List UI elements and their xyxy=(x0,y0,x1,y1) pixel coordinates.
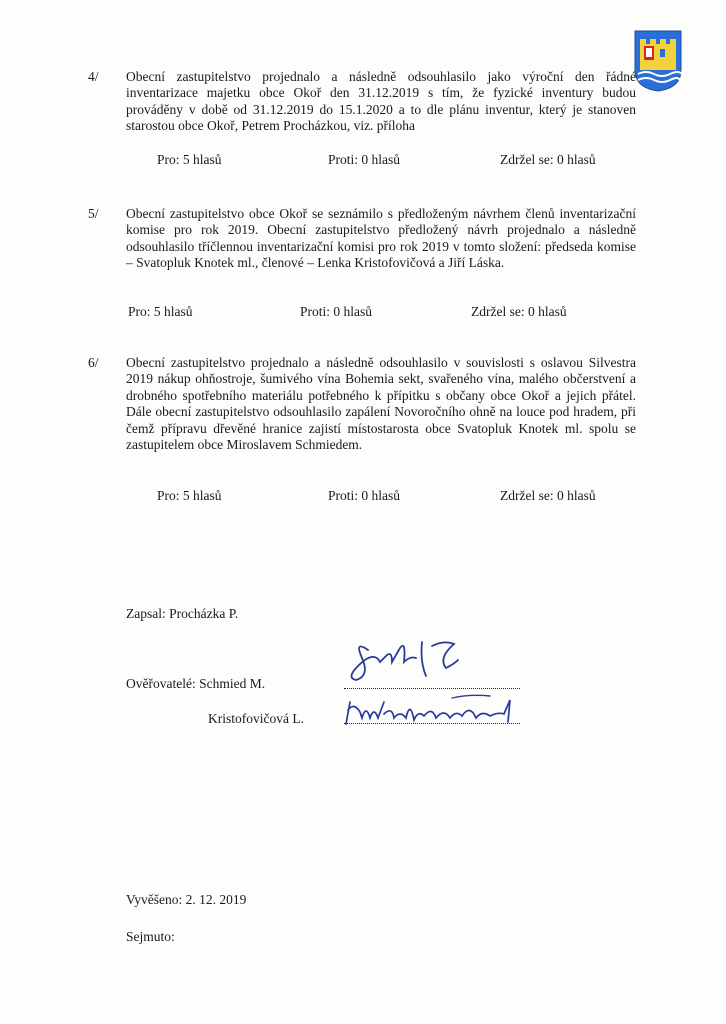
posted-date: Vyvěšeno: 2. 12. 2019 xyxy=(126,892,247,907)
vote-for: Pro: 5 hlasů xyxy=(157,488,222,503)
verifiers-label: Ověřovatelé: Schmied M. xyxy=(126,676,266,691)
item-number: 5/ xyxy=(88,206,99,221)
vote-abstain: Zdržel se: 0 hlasů xyxy=(500,488,596,503)
item-text: Obecní zastupitelstvo projednalo a následně odsouhlasilo jako výroční den řádné inventarizace majetku obce Okoř den 31.12.2019 s tím, že fyzické inventury budou prováděny v době od 31.12.2019 do 15.1.2020 a to dle plánu inventur, který je stanoven starostou obce Okoř, Petrem Procházkou, viz. příloha xyxy=(126,69,636,134)
item-number: 4/ xyxy=(88,69,99,84)
vote-abstain: Zdržel se: 0 hlasů xyxy=(471,304,567,319)
vote-for: Pro: 5 hlasů xyxy=(128,304,193,319)
item-text: Obecní zastupitelstvo projednalo a následně odsouhlasilo v souvislosti s oslavou Silvestra 2019 nákup ohňostroje, šumivého vína Bohemia sekt, svařeného vína, malého občerstvení a drobného spotřebního materiálu potřebného k přípitku s občany obce Okoř a jejich přátel. Dále obecní zastupitelstvo odsouhlasilo zapálení Novoročního ohně na louce pod hradem, při čemž přípravu dřevěné hranice zajistí místostarosta obce Svatopluk Knotek ml. spolu se zastupitelem obce Miroslavem Schmiedem. xyxy=(126,355,636,453)
verifier-name: Kristofovičová L. xyxy=(208,711,304,726)
vote-against: Proti: 0 hlasů xyxy=(328,488,401,503)
item-text: Obecní zastupitelstvo obce Okoř se seznámilo s předloženým návrhem členů inventarizační komise pro rok 2019. Obecní zastupitelstvo předložený návrh projednalo a následně odsouhlasilo tříčlennou inventarizační komisi pro rok 2019 v tomto složení: předseda komise – Svatopluk Knotek ml., členové – Lenka Kristofovičová a Jiří Láska. xyxy=(126,206,636,271)
vote-against: Proti: 0 hlasů xyxy=(300,304,373,319)
vote-against: Proti: 0 hlasů xyxy=(328,152,401,167)
recorded-by: Zapsal: Procházka P. xyxy=(126,606,239,621)
removed-date: Sejmuto: xyxy=(126,929,175,944)
signature-kristofovicova xyxy=(340,688,530,732)
signature-schmied xyxy=(340,628,470,688)
vote-for: Pro: 5 hlasů xyxy=(157,152,222,167)
vote-abstain: Zdržel se: 0 hlasů xyxy=(500,152,596,167)
item-number: 6/ xyxy=(88,355,99,370)
municipal-crest-icon xyxy=(634,30,682,92)
